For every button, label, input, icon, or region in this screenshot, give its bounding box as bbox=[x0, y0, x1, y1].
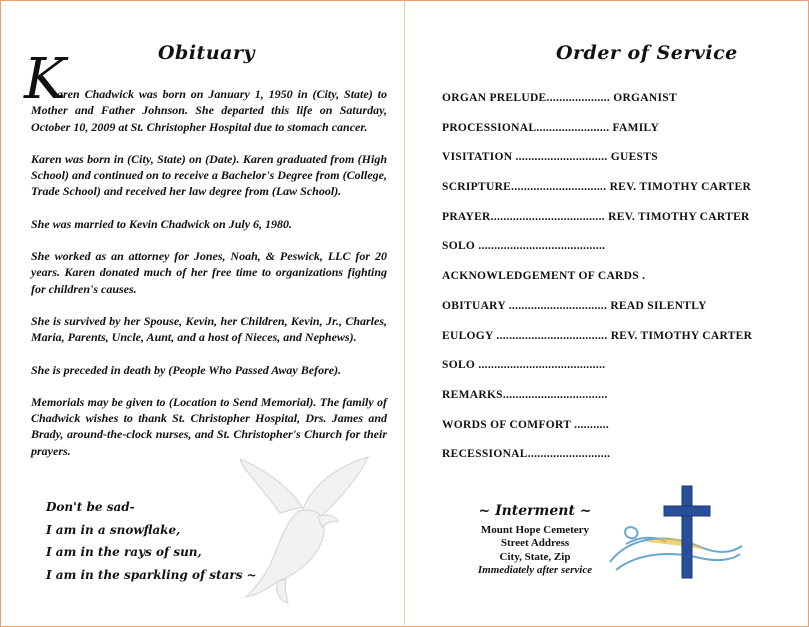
service-item: PROCESSIONAL....................... FAMILY bbox=[442, 121, 660, 134]
service-item: PRAYER.................................... REV. TIMOTHY CARTER bbox=[442, 210, 750, 223]
interment-block bbox=[470, 505, 600, 578]
obituary-paragraph: Karen was born in (City, State) on (Date). Karen graduated from (High School) and continued on to receive a Bachelor's Degree from (College, Trade School) and received her law degree from (Law School). bbox=[31, 151, 387, 199]
drop-cap-letter: K bbox=[24, 47, 66, 112]
cross-icon bbox=[606, 484, 746, 584]
swirl-ornament bbox=[610, 527, 742, 570]
service-item: ORGAN PRELUDE.................... ORGANIST bbox=[442, 92, 677, 104]
obituary-paragraph: She is preceded in death by (People Who Passed Away Before). bbox=[31, 362, 342, 377]
poem-line: I am in the sparkling of stars ~ bbox=[46, 567, 257, 582]
service-item: SOLO ........................................ bbox=[442, 240, 606, 253]
order-of-service-title: Order of Service bbox=[556, 42, 738, 64]
poem-line: I am in the rays of sun, bbox=[46, 545, 202, 559]
poem-line: I am in a snowflake, bbox=[46, 522, 181, 537]
obituary-paragraph: She was married to Kevin Chadwick on July 6, 1980. bbox=[31, 216, 293, 231]
interment-title: ~ Interment ~ bbox=[478, 503, 592, 519]
service-list bbox=[442, 92, 792, 478]
interment-note: Immediately after service bbox=[477, 564, 593, 576]
service-item: VISITATION ............................. GUESTS bbox=[442, 151, 658, 164]
cemetery-name: Mount Hope Cemetery bbox=[480, 523, 590, 536]
obituary-paragraph: She is survived by her Spouse, Kevin, her Children, Kevin, Jr., Charles, Maria, Parents, Uncle, Aunt, and a host of Nieces, and Nephews). bbox=[31, 313, 387, 345]
service-item: SCRIPTURE.............................. REV. TIMOTHY CARTER bbox=[442, 181, 752, 194]
obituary-body bbox=[31, 86, 387, 475]
service-item: RECESSIONAL.......................... bbox=[442, 448, 611, 461]
service-item: REMARKS................................. bbox=[442, 388, 608, 401]
dove-icon bbox=[240, 455, 390, 605]
obituary-paragraph: She worked as an attorney for Jones, Noah, & Peswick, LLC for 20 years. Karen donated much of her free time to organizations fighting for children's causes. bbox=[31, 249, 387, 296]
city-state-zip: City, State, Zip bbox=[499, 550, 571, 563]
poem bbox=[46, 496, 257, 586]
poem-line: Don't be sad- bbox=[46, 500, 135, 514]
obituary-paragraph: Memorials may be given to (Location to Send Memorial). The family of Chadwick wishes to thank St. Christopher Hospital, Drs. James and Brady, around-the-clock nurses, and St. Christopher's Church for their prayers. bbox=[31, 394, 387, 458]
fold-divider bbox=[404, 1, 405, 625]
service-item: EULOGY ................................... REV. TIMOTHY CARTER bbox=[442, 329, 753, 342]
service-item: SOLO ........................................ bbox=[442, 359, 606, 372]
service-item: WORDS OF COMFORT ........... bbox=[442, 418, 610, 431]
street-address: Street Address bbox=[500, 537, 570, 549]
service-item: OBITUARY ............................... READ SILENTLY bbox=[442, 299, 707, 312]
obituary-title: Obituary bbox=[158, 42, 256, 64]
service-item: ACKNOWLEDGEMENT OF CARDS . bbox=[442, 270, 646, 283]
obituary-paragraph: aren Chadwick was born on January 1, 1950 in (City, State) to Mother and Father Johnson. She departed this life on Saturday, October 10, 2009 at St. Christopher Hospital due to stomach cancer. bbox=[31, 87, 387, 134]
